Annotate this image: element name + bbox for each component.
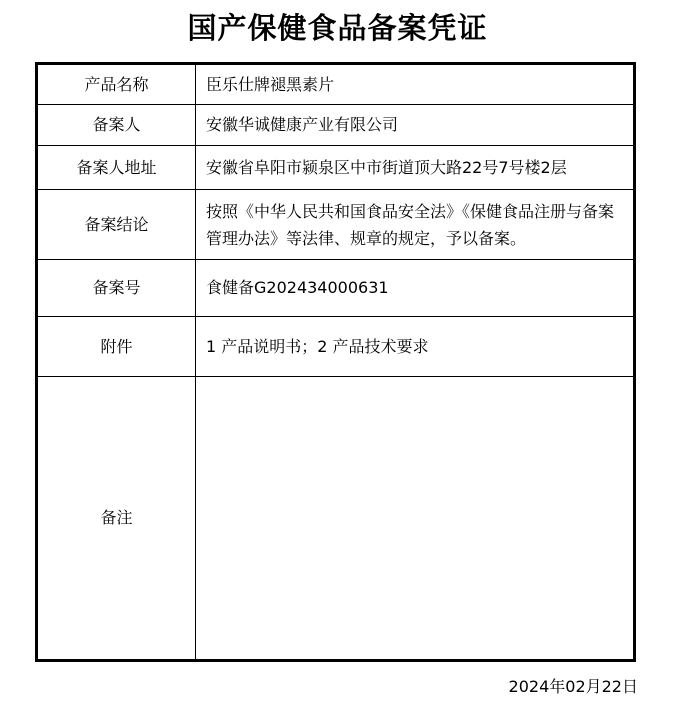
record-table bbox=[35, 62, 636, 662]
conclusion-value: 按照《中华人民共和国食品安全法》《保健食品注册与备案管理办法》等法律、规章的规定，予以备案。 bbox=[196, 190, 635, 260]
filer-address-label: 备案人地址 bbox=[37, 146, 196, 190]
table-row bbox=[37, 190, 635, 260]
table-row bbox=[37, 105, 635, 146]
attachments-label: 附件 bbox=[37, 317, 196, 377]
record-number-value: 食健备G202434000631 bbox=[196, 260, 635, 317]
issue-date: 2024年02月22日 bbox=[508, 677, 638, 696]
table-row bbox=[37, 64, 635, 105]
remarks-value bbox=[196, 377, 635, 661]
record-number-label: 备案号 bbox=[37, 260, 196, 317]
conclusion-label: 备案结论 bbox=[37, 190, 196, 260]
product-name-value: 臣乐仕牌褪黑素片 bbox=[196, 64, 635, 105]
table-row bbox=[37, 317, 635, 377]
table-row bbox=[37, 260, 635, 317]
attachments-value: 1 产品说明书；2 产品技术要求 bbox=[196, 317, 635, 377]
filer-value: 安徽华诚健康产业有限公司 bbox=[196, 105, 635, 146]
remarks-label: 备注 bbox=[37, 377, 196, 661]
document-title: 国产保健食品备案凭证 bbox=[187, 11, 488, 45]
table-row bbox=[37, 377, 635, 661]
filer-label: 备案人 bbox=[37, 105, 196, 146]
product-name-label: 产品名称 bbox=[37, 64, 196, 105]
table-row bbox=[37, 146, 635, 190]
filer-address-value: 安徽省阜阳市颍泉区中市街道顶大路22号7号楼2层 bbox=[196, 146, 635, 190]
